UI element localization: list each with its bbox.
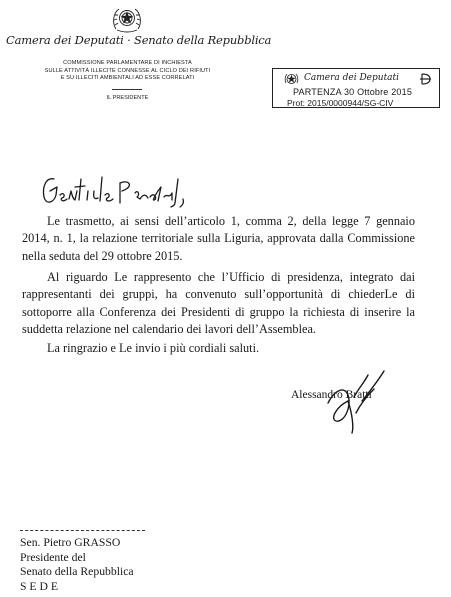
addressee-divider: [20, 530, 145, 531]
addressee-line: S E D E: [20, 579, 58, 593]
letterhead-divider: [112, 89, 142, 90]
institution-name: Camera dei Deputati · Senato della Repubblica: [6, 33, 272, 47]
closing-paragraph: La ringrazio e Le invio i più cordiali saluti.: [47, 341, 260, 355]
stamp-logo-icon: [419, 72, 432, 86]
commission-title: [10, 60, 245, 83]
commission-line: COMMISSIONE PARLAMENTARE DI INCHIESTA: [63, 60, 192, 66]
signer-name: Alessandro Bratti: [291, 389, 372, 401]
body-paragraph: Al riguardo Le rappresento che l’Ufficio di presidenza, integrato dai rappresentanti dei gruppi, ha convenuto sull’opportunità di chiederLe di sottoporre alla Conferenza dei Presidenti di gruppo la richiesta di inserire la suddetta relazione nel calendario dei lavori dell’Assemblea.: [22, 270, 415, 337]
handwritten-salutation: [38, 173, 198, 211]
handwritten-signature: [322, 367, 387, 435]
office-title: IL PRESIDENTE: [106, 95, 149, 101]
stamp-date: PARTENZA 30 Ottobre 2015: [293, 87, 413, 97]
stamp-house-name: Camera dei Deputati: [304, 73, 400, 83]
commission-line: SULLE ATTIVITÀ ILLECITE CONNESSE AL CICLO DEI RIFIUTI: [44, 67, 211, 74]
addressee-block: [20, 536, 134, 594]
commission-line: E SU ILLECITI AMBIENTALI AD ESSE CORRELATI: [60, 75, 195, 82]
stamp-emblem-icon: [284, 72, 299, 86]
addressee-line: Sen. Pietro GRASSO: [20, 536, 121, 549]
stamp-protocol-number: Prot: 2015/0000944/SG-CIV: [287, 98, 394, 107]
body-paragraph: Le trasmetto, ai sensi dell’articolo 1, comma 2, della legge 7 gennaio 2014, n. 1, la relazione territoriale sulla Liguria, approvata dalla Commissione nella seduta del 29 ottobre 2015.: [22, 214, 415, 263]
addressee-line: Presidente del: [20, 550, 86, 564]
protocol-stamp: [272, 68, 440, 108]
italian-republic-emblem-icon: [109, 3, 145, 35]
addressee-line: Senato della Repubblica: [20, 565, 134, 579]
